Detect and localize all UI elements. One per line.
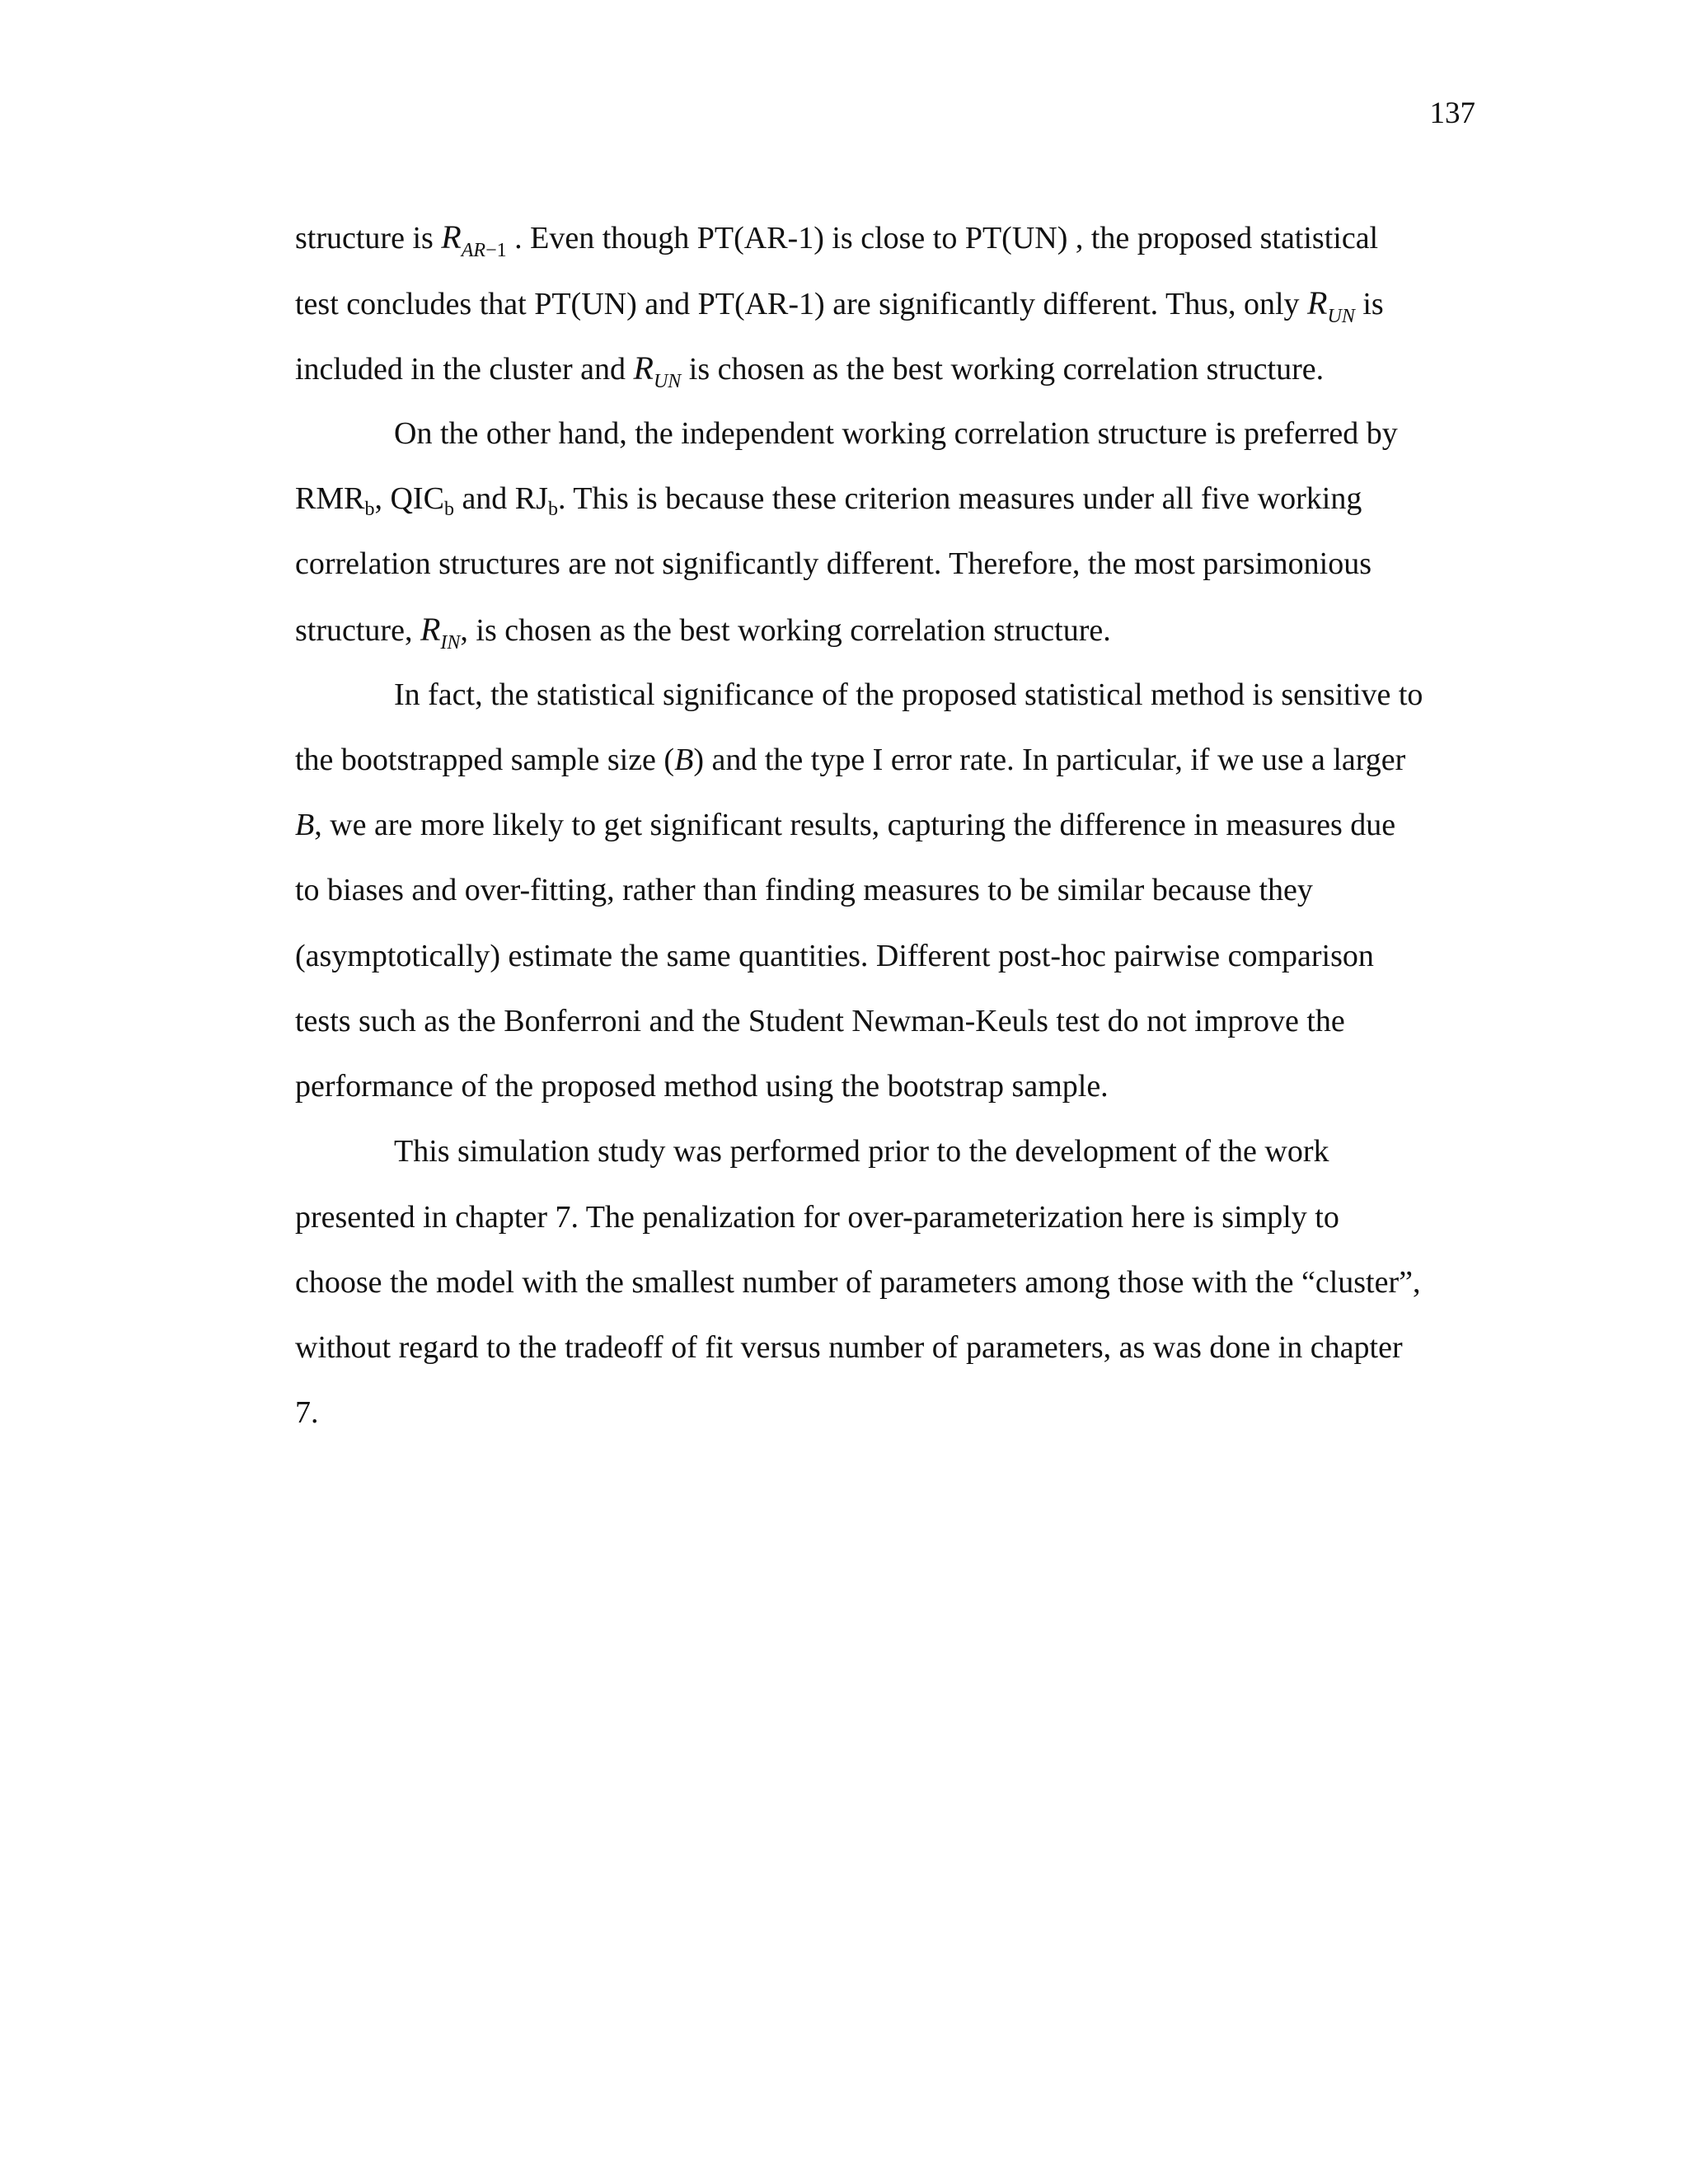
text-line-16 (295, 1194, 1339, 1240)
text-fragment: is chosen as the best working correlation structure. (681, 352, 1325, 387)
math-subscript-un: UN (653, 371, 682, 392)
text-fragment: structure is (295, 221, 442, 255)
math-r-ar1 (441, 218, 507, 261)
text-fragment: 7. (295, 1395, 319, 1430)
math-subscript-ar: AR (461, 240, 486, 261)
text-fragment: included in the cluster and (295, 352, 634, 387)
subscript-b: b (443, 499, 454, 520)
text-fragment: , is chosen as the best working correlation structure. (460, 613, 1111, 648)
text-line-5 (295, 476, 1362, 522)
subscript-b: b (547, 499, 558, 520)
text-fragment: presented in chapter 7. The penalization for over-parameterization here is simply to (295, 1200, 1339, 1235)
math-r-in (420, 611, 461, 654)
text-line-18 (295, 1324, 1403, 1371)
text-fragment: In fact, the statistical significance of the proposed statistical method is sensitive to (394, 677, 1423, 712)
text-fragment: to biases and over-fitting, rather than finding measures to be similar because they (295, 873, 1313, 907)
text-fragment: the bootstrapped sample size ( (295, 743, 675, 777)
math-subscript (462, 240, 507, 261)
text-fragment: and RJ (453, 481, 548, 516)
text-line-6 (295, 541, 1372, 587)
math-symbol-b: B (295, 808, 315, 842)
math-symbol-r: R (420, 611, 441, 648)
text-line-13 (295, 998, 1345, 1044)
text-fragment: , we are more likely to get significant results, capturing the difference in measures due (314, 808, 1396, 842)
text-line-8 (394, 672, 1423, 718)
text-line-3 (295, 345, 1324, 392)
math-subscript-un: UN (1327, 306, 1355, 327)
text-line-7 (295, 607, 1111, 654)
text-fragment: choose the model with the smallest number of parameters among those with the “cluster”, (295, 1265, 1421, 1300)
text-line-14 (295, 1063, 1109, 1109)
text-line-10 (295, 802, 1395, 848)
text-fragment: . Even though PT(AR-1) is close to PT(UN) , the proposed statistical (506, 221, 1379, 255)
text-fragment: On the other hand, the independent working correlation structure is preferred by (394, 416, 1398, 451)
text-fragment: , QIC (374, 481, 444, 516)
math-symbol-r: R (441, 218, 462, 255)
text-line-1 (295, 214, 1378, 261)
text-line-4 (394, 410, 1398, 457)
text-fragment: . This is because these criterion measures under all five working (557, 481, 1362, 516)
text-fragment: This simulation study was performed prior to the development of the work (394, 1134, 1329, 1169)
text-line-12 (295, 933, 1374, 979)
text-fragment: structure, (295, 613, 420, 648)
text-line-2 (295, 280, 1384, 327)
text-line-17 (295, 1259, 1421, 1305)
text-fragment: without regard to the tradeoff of fit versus number of parameters, as was done in chapter (295, 1330, 1403, 1365)
text-fragment: RMR (295, 481, 365, 516)
text-line-15 (394, 1128, 1329, 1174)
math-r-un (633, 349, 682, 392)
text-fragment: performance of the proposed method using the bootstrap sample. (295, 1069, 1109, 1104)
text-line-11 (295, 867, 1313, 913)
text-fragment: test concludes that PT(UN) and PT(AR-1) are significantly different. Thus, only (295, 287, 1308, 321)
math-symbol-b: B (674, 743, 694, 777)
math-symbol-r: R (1307, 284, 1328, 321)
math-subscript-minus-one: −1 (485, 240, 507, 261)
text-fragment: is (1354, 287, 1384, 321)
math-subscript-in: IN (440, 632, 461, 654)
math-r-un (1307, 284, 1355, 327)
text-fragment: tests such as the Bonferroni and the Student Newman-Keuls test do not improve the (295, 1004, 1345, 1038)
math-symbol-r: R (633, 349, 654, 387)
text-fragment: ) and the type I error rate. In particular, if we use a larger (693, 743, 1406, 777)
page-number: 137 (1429, 96, 1475, 130)
text-fragment: (asymptotically) estimate the same quantities. Different post-hoc pairwise comparison (295, 939, 1374, 973)
text-line-9 (295, 737, 1405, 783)
text-fragment: correlation structures are not significantly different. Therefore, the most parsimonious (295, 546, 1372, 581)
subscript-b: b (364, 499, 375, 520)
text-line-19 (295, 1390, 319, 1436)
